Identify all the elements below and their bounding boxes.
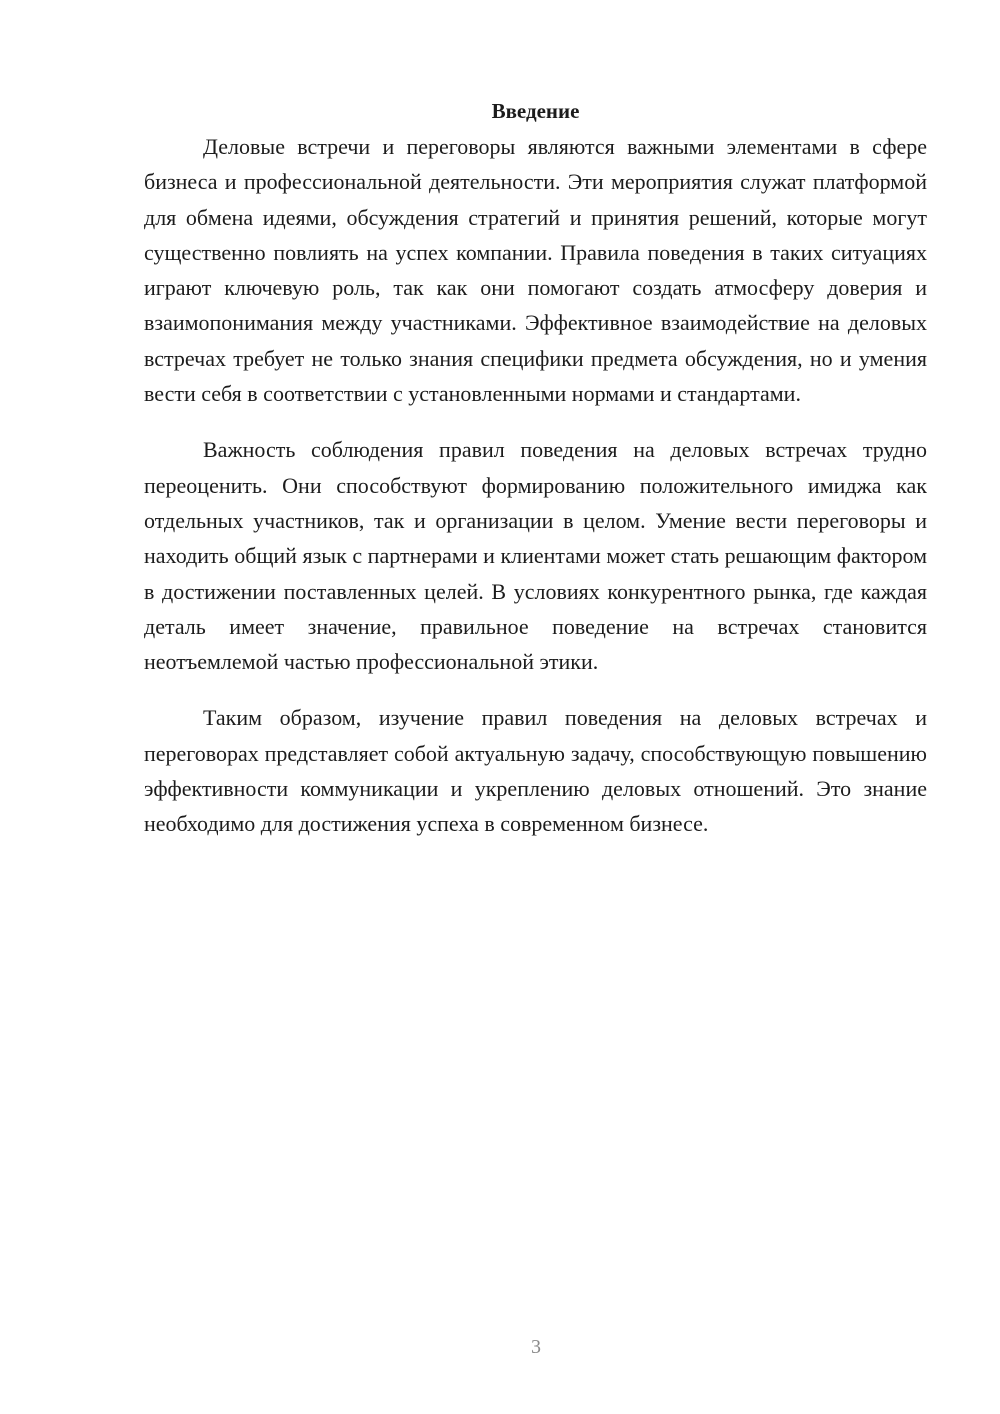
paragraph-1: Деловые встречи и переговоры являются важными элементами в сфере бизнеса и профессиональной деятельности. Эти мероприятия служат платформой для обмена идеями, обсуждения стратегий и принятия решений, которые могут существенно повлиять на успех компании. Правила поведения в таких ситуациях играют ключевую роль, так как они помогают создать атмосферу доверия и взаимопонимания между участниками. Эффективное взаимодействие на деловых встречах требует не только знания специфики предмета обсуждения, но и умения вести себя в соответствии с установленными нормами и стандартами. — [144, 134, 927, 407]
page-number: 3 — [531, 1336, 541, 1358]
section-heading: Введение — [491, 99, 580, 123]
paragraph-3: Таким образом, изучение правил поведения на деловых встречах и переговорах представляет собой актуальную задачу, способствующую повышению эффективности коммуникации и укреплению деловых отношений. Это знание необходимо для достижения успеха в современном бизнесе. — [144, 705, 927, 837]
page-content — [144, 96, 927, 842]
paragraph-2: Важность соблюдения правил поведения на деловых встречах трудно переоценить. Они способствуют формированию положительного имиджа как отдельных участников, так и организации в целом. Умение вести переговоры и находить общий язык с партнерами и клиентами может стать решающим фактором в достижении поставленных целей. В условиях конкурентного рынка, где каждая деталь имеет значение, правильное поведение на встречах становится неотъемлемой частью профессиональной этики. — [144, 437, 927, 675]
